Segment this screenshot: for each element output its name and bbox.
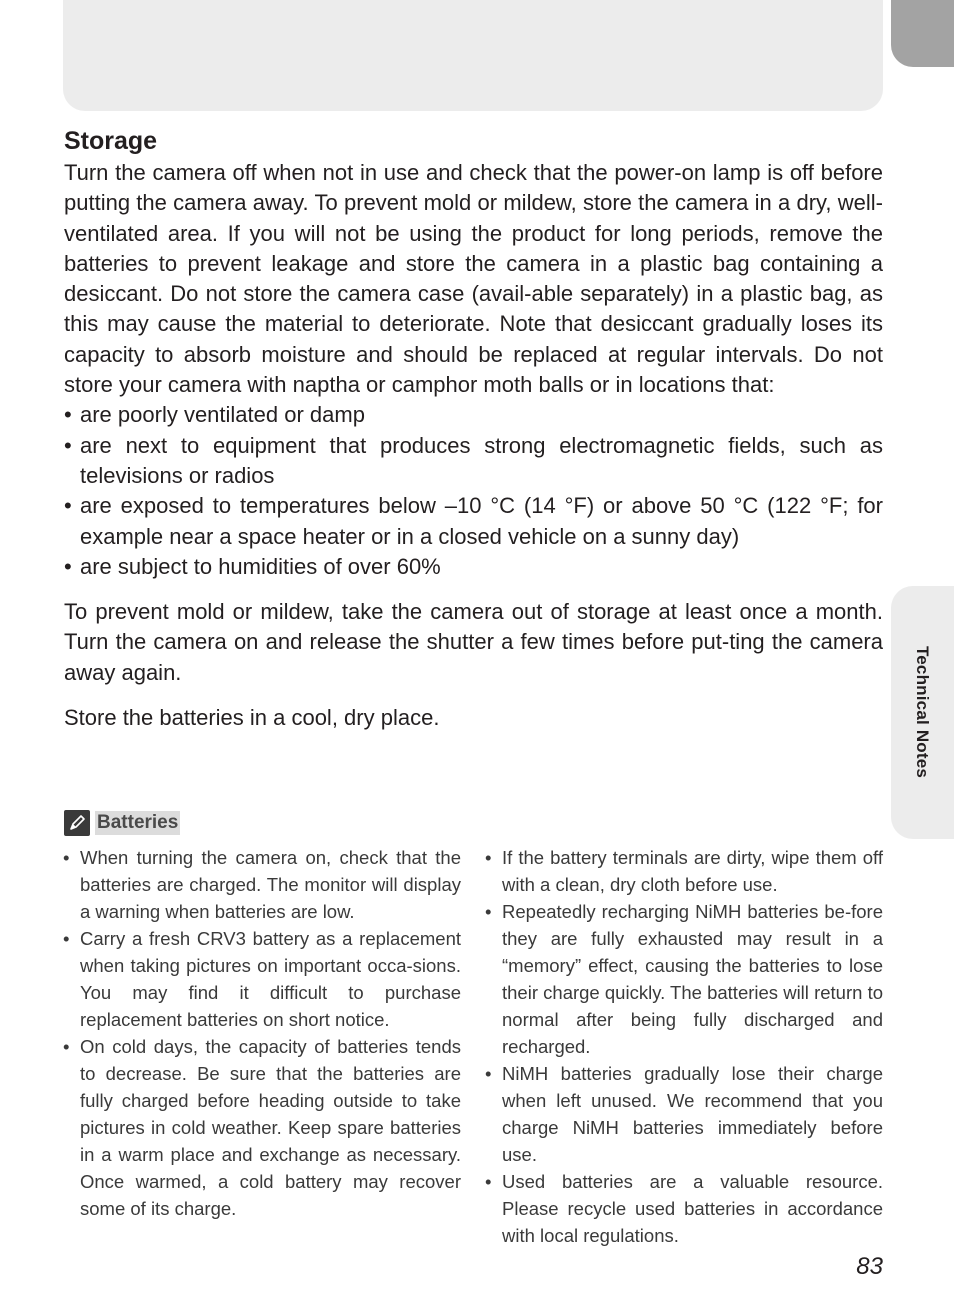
- list-item: • Carry a fresh CRV3 battery as a replacement when taking pictures on important occa-sions. You may find it difficult to purchase replacement batteries on short notice.: [63, 925, 461, 1033]
- storage-intro: Turn the camera off when not in use and check that the power-on lamp is off before putting the camera away. To prevent mold or mildew, store the camera in a dry, well-ventilated area. If you will not be using the product for long periods, remove the batteries to prevent leakage and store the camera in a plastic bag containing a desiccant. Do not store the camera case (avail-able separately) in a plastic bag, as this may cause the material to deteriorate. Note that desiccant gradually loses its capacity to absorb moisture and should be replaced at regular intervals. Do not store your camera with naptha or camphor moth balls or in locations that:: [64, 160, 883, 398]
- bullet-icon: •: [64, 402, 72, 428]
- batteries-title: Batteries: [97, 812, 179, 833]
- bullet-icon: •: [485, 1171, 492, 1192]
- chapter-tab-top: [891, 0, 954, 67]
- section-side-tab-label: Technical Notes: [913, 645, 932, 779]
- list-item: • are poorly ventilated or damp: [64, 400, 883, 430]
- storage-section: [64, 124, 883, 733]
- bullet-icon: •: [63, 928, 70, 949]
- batteries-header: [64, 810, 180, 836]
- batteries-left-column: [63, 844, 461, 1222]
- page-number: 83: [856, 1253, 883, 1280]
- batteries-right-column: [485, 844, 883, 1249]
- bullet-icon: •: [63, 1036, 70, 1057]
- storage-paragraph-2: To prevent mold or mildew, take the camera out of storage at least once a month. Turn the camera on and release the shutter a few times before put-ting the camera away again.: [64, 599, 883, 685]
- bullet-icon: •: [485, 1063, 492, 1084]
- bullet-icon: •: [64, 493, 72, 519]
- list-item: • When turning the camera on, check that the batteries are charged. The monitor will display a warning when batteries are low.: [63, 844, 461, 925]
- list-item: • On cold days, the capacity of batteries tends to decrease. Be sure that the batteries are fully charged before heading outside to take pictures in cold weather. Keep spare batteries in a warm place and exchange as necessary. Once warmed, a cold battery may recover some of its charge.: [63, 1033, 461, 1222]
- bullet-icon: •: [64, 553, 72, 579]
- bullet-icon: •: [63, 847, 70, 868]
- storage-bullet-list: [64, 400, 883, 582]
- note-pencil-icon: [64, 810, 90, 836]
- storage-title: Storage: [64, 127, 158, 155]
- bullet-icon: •: [485, 847, 492, 868]
- list-item: • are subject to humidities of over 60%: [64, 552, 883, 582]
- list-item: • NiMH batteries gradually lose their charge when left unused. We recommend that you charge NiMH batteries immediately before use.: [485, 1060, 883, 1168]
- header-panel: [63, 0, 883, 111]
- list-item: • Used batteries are a valuable resource. Please recycle used batteries in accordance with local regulations.: [485, 1168, 883, 1249]
- list-item: • Repeatedly recharging NiMH batteries be-fore they are fully exhausted may result in a “memory” effect, causing the batteries to lose their charge quickly. The batteries will return to normal after being fully discharged and recharged.: [485, 898, 883, 1060]
- bullet-icon: •: [485, 901, 492, 922]
- bullet-icon: •: [64, 432, 72, 458]
- storage-paragraph-3: Store the batteries in a cool, dry place.: [64, 705, 440, 731]
- list-item: • are exposed to temperatures below –10 °C (14 °F) or above 50 °C (122 °F; for example near a space heater or in a closed vehicle on a sunny day): [64, 493, 883, 549]
- list-item: • are next to equipment that produces strong electromagnetic fields, such as televisions or radios: [64, 432, 883, 488]
- list-item: • If the battery terminals are dirty, wipe them off with a clean, dry cloth before use.: [485, 844, 883, 898]
